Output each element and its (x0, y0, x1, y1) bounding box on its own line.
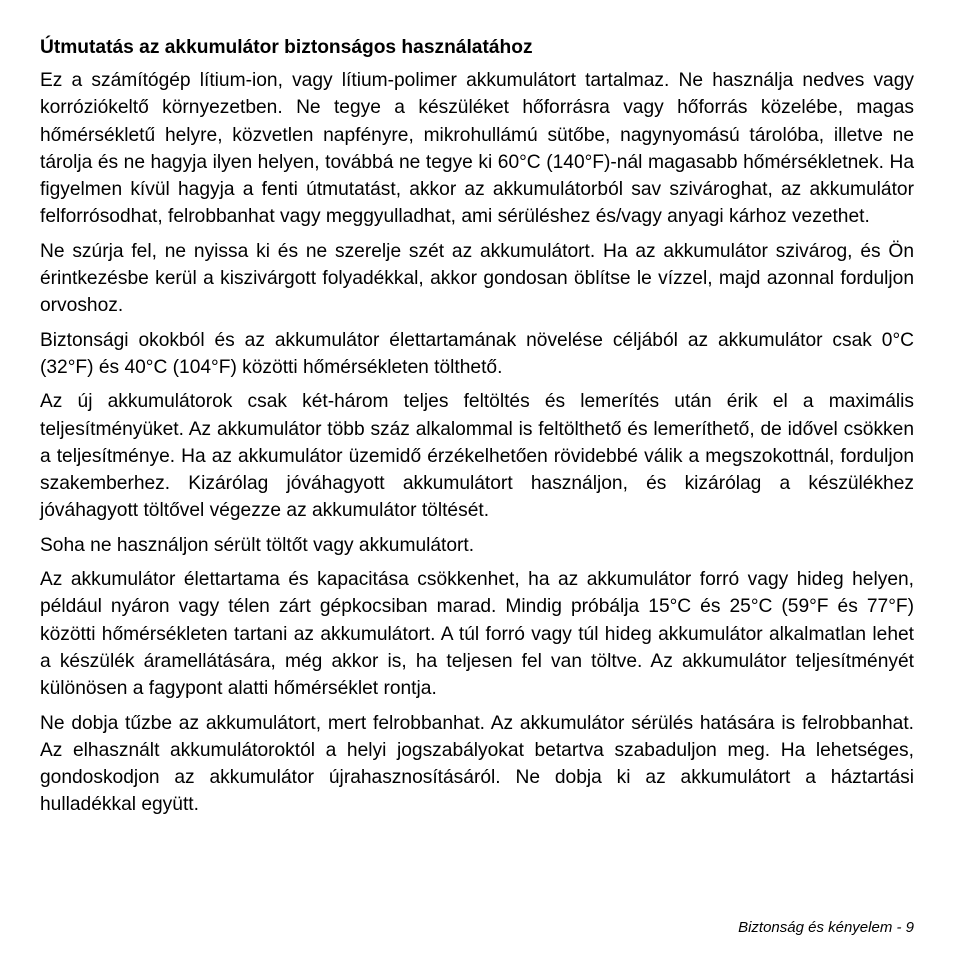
paragraph-disposal: Ne dobja tűzbe az akkumulátort, mert felrobbanhat. Az akkumulátor sérülés hatására is felrobbanhat. Az elhasznált akkumulátoroktól a helyi jogszabályokat betartva szabaduljon meg. Ha lehetséges, gondoskodjon az akkumulátor újrahasznosításáról. Ne dobja ki az akkumulátort a háztartási hulladékkal együtt. (40, 712, 914, 816)
paragraph-disassembly-warning: Ne szúrja fel, ne nyissa ki és ne szerelje szét az akkumulátort. Ha az akkumulátor szivárog, és Ön érintkezésbe kerül a kiszivárgott folyadékkal, akkor gondosan öblítse le vízzel, majd azonnal forduljon orvoshoz. (40, 240, 914, 317)
paragraph-general-warning: Ez a számítógép lítium-ion, vagy lítium-polimer akkumulátort tartalmaz. Ne használja nedves vagy korróziókeltő környezetben. Ne tegye a készüléket hőforrásra vagy hőforrás közelébe, magas hőmérsékletű helyre, közvetlen napfényre, mikrohullámú sütőbe, nagynyomású tárolóba, illetve ne tárolja és ne hagyja ilyen helyen, továbbá ne tegye ki 60°C (140°F)-nál magasabb hőmérsékletnek. Ha figyelmen kívül hagyja a fenti útmutatást, akkor az akkumulátorból sav szivároghat, az akkumulátor felforrósodhat, felrobbanhat vagy meggyulladhat, ami sérüléshez és/vagy anyagi kárhoz vezethet. (40, 70, 914, 228)
section-heading: Útmutatás az akkumulátor biztonságos használatához (40, 37, 533, 58)
footer-section-title: Biztonság és kényelem (738, 919, 893, 936)
footer-separator: - (896, 919, 902, 936)
paragraph-charging-temperature: Biztonsági okokból és az akkumulátor élettartamának növelése céljából az akkumulátor csak 0°C (32°F) és 40°C (104°F) közötti hőmérsékleten tölthető. (40, 329, 914, 378)
page-footer (738, 918, 914, 938)
document-page (40, 34, 914, 826)
paragraph-lifetime-capacity: Az akkumulátor élettartama és kapacitása csökkenhet, ha az akkumulátor forró vagy hideg helyen, például nyáron vagy télen zárt gépkocsiban marad. Mindig próbálja 15°C és 25°C (59°F és 77°F) közötti hőmérsékleten tartani az akkumulátort. A túl forró vagy túl hideg akkumulátor alkalmatlan lehet a készülék áramellátására, még akkor is, ha teljesen fel van töltve. Az akkumulátor teljesítményét különösen a fagypont alatti hőmérséklet rontja. (40, 569, 914, 700)
paragraph-new-batteries: Az új akkumulátorok csak két-három teljes feltöltés és lemerítés után érik el a maximális teljesítményüket. Az akkumulátor több száz alkalommal is feltölthető és lemeríthető, de idővel csökken a teljesítménye. Ha az akkumulátor üzemidő érzékelhetően rövidebbé válik a megszokottnál, forduljon szakemberhez. Kizárólag jóváhagyott akkumulátort használjon, és kizárólag a készülékhez jóváhagyott töltővel végezze az akkumulátor töltését. (40, 391, 914, 522)
page-number: 9 (905, 919, 914, 936)
paragraph-damaged-charger: Soha ne használjon sérült töltőt vagy akkumulátort. (40, 534, 475, 556)
